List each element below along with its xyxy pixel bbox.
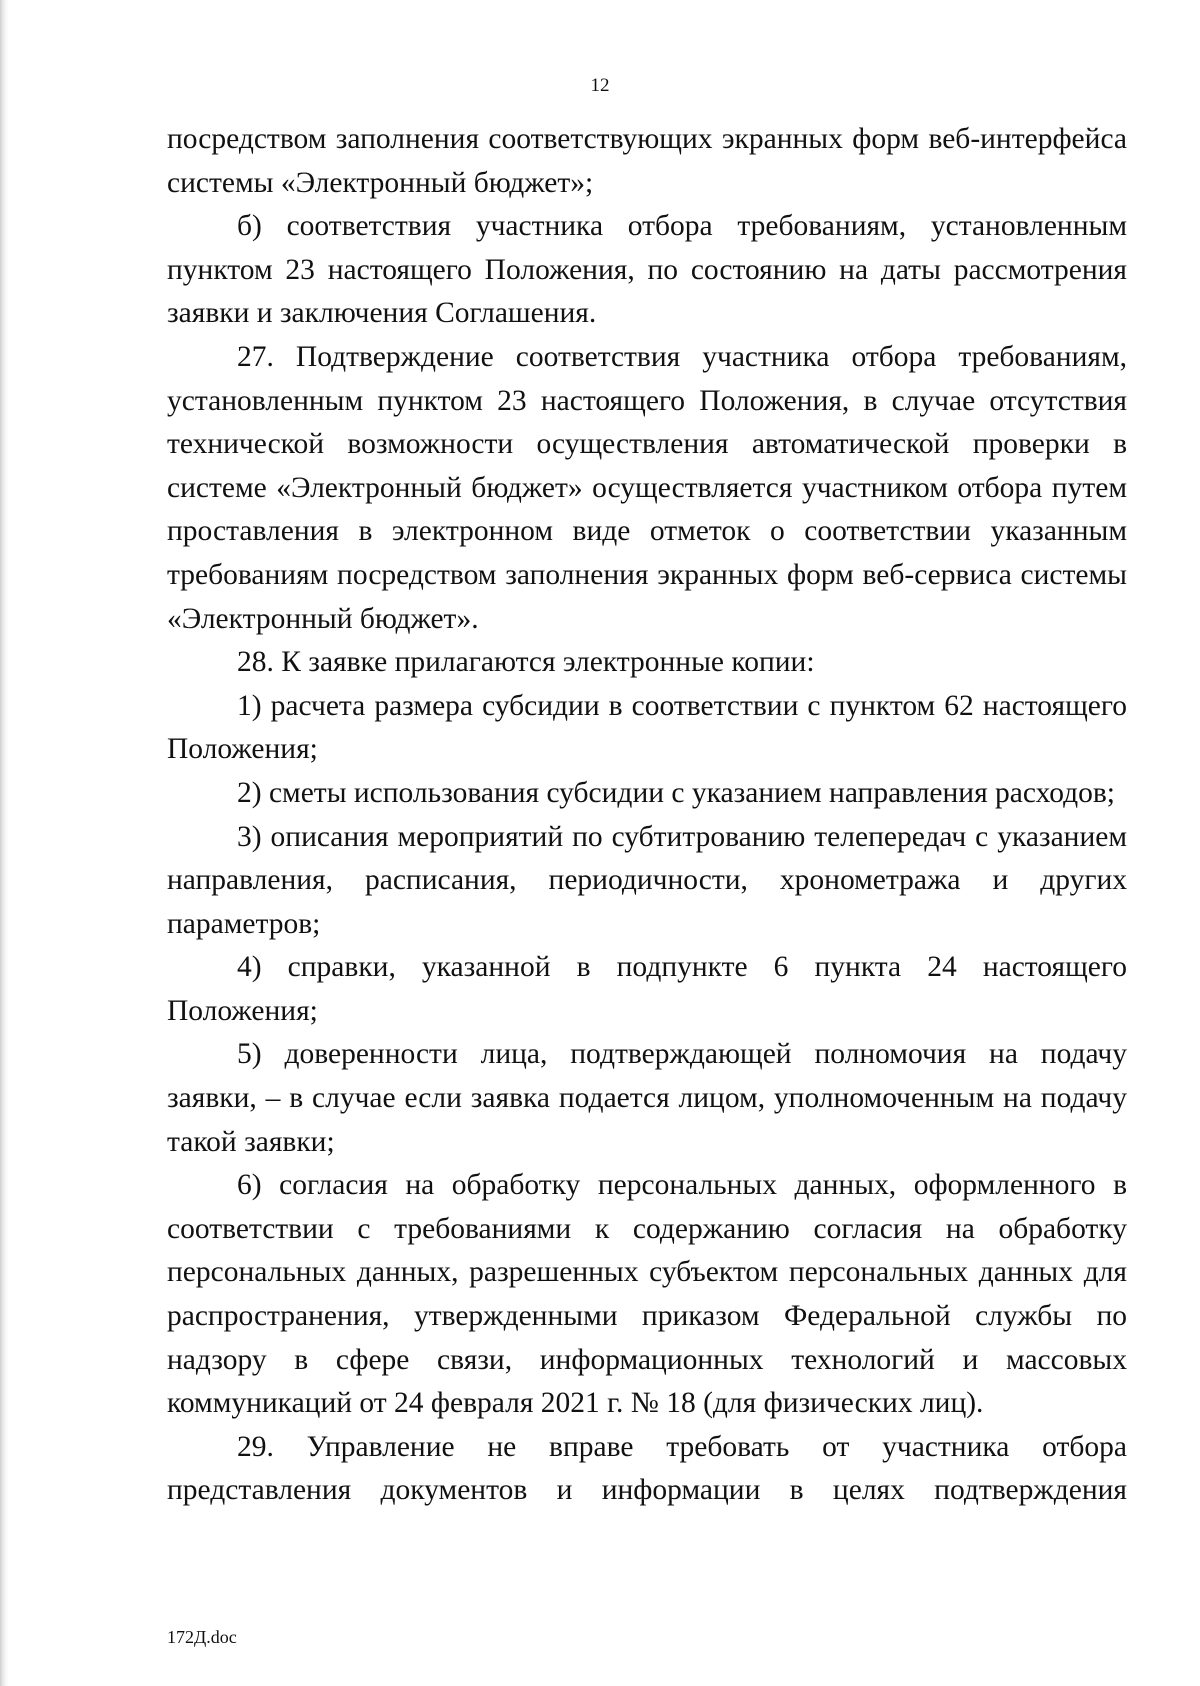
document-body [167,118,1127,1513]
paragraph-29: 29. Управление не вправе требовать от участника отбора представления документов и информации в целях подтверждения [167,1430,1127,1507]
footer-filename: 172Д.doc [167,1627,237,1647]
list-item-4: 4) справки, указанной в подпункте 6 пункта 24 настоящего Положения; [167,951,1127,1027]
list-item-5: 5) доверенности лица, подтверждающей полномочия на подачу заявки, – в случае если заявка подается лицом, уполномоченным на подачу такой заявки; [167,1038,1127,1158]
list-item-1: 1) расчета размера субсидии в соответствии с пунктом 62 настоящего Положения; [167,689,1127,766]
list-item-2: 2) сметы использования субсидии с указанием направления расходов; [237,776,1115,809]
paragraph-27: 27. Подтверждение соответствия участника отбора требованиям, установленным пунктом 23 настоящего Положения, в случае отсутствия технической возможности осуществления автоматической проверки в системе «Электронный бюджет» осуществляется участником отбора путем проставления в электронном виде отметок о соответствии указанным требованиям посредством заполнения экранных форм веб-сервиса системы «Электронный бюджет». [167,340,1127,635]
paragraph-28: 28. К заявке прилагаются электронные копии: [237,646,815,679]
scan-edge [0,0,9,1686]
page-number: 12 [590,75,610,96]
list-item-6: 6) согласия на обработку персональных данных, оформленного в соответствии с требованиями к содержанию согласия на обработку персональных данных, разрешенных субъектом персональных данных для распространения, утвержденными приказом Федеральной службы по надзору в сфере связи, информационных технологий и массовых коммуникаций от 24 февраля 2021 г. № 18 (для физических лиц). [167,1169,1127,1420]
paragraph-continuation: посредством заполнения соответствующих экранных форм веб-интерфейса системы «Электронный бюджет»; [167,123,1127,199]
list-item-3: 3) описания мероприятий по субтитрованию телепередач с указанием направления, расписания, периодичности, хронометража и других параметров; [167,820,1127,940]
paragraph-item-b: б) соответствия участника отбора требованиям, установленным пунктом 23 настоящего Положения, по состоянию на даты рассмотрения заявки и заключения Соглашения. [167,210,1127,330]
